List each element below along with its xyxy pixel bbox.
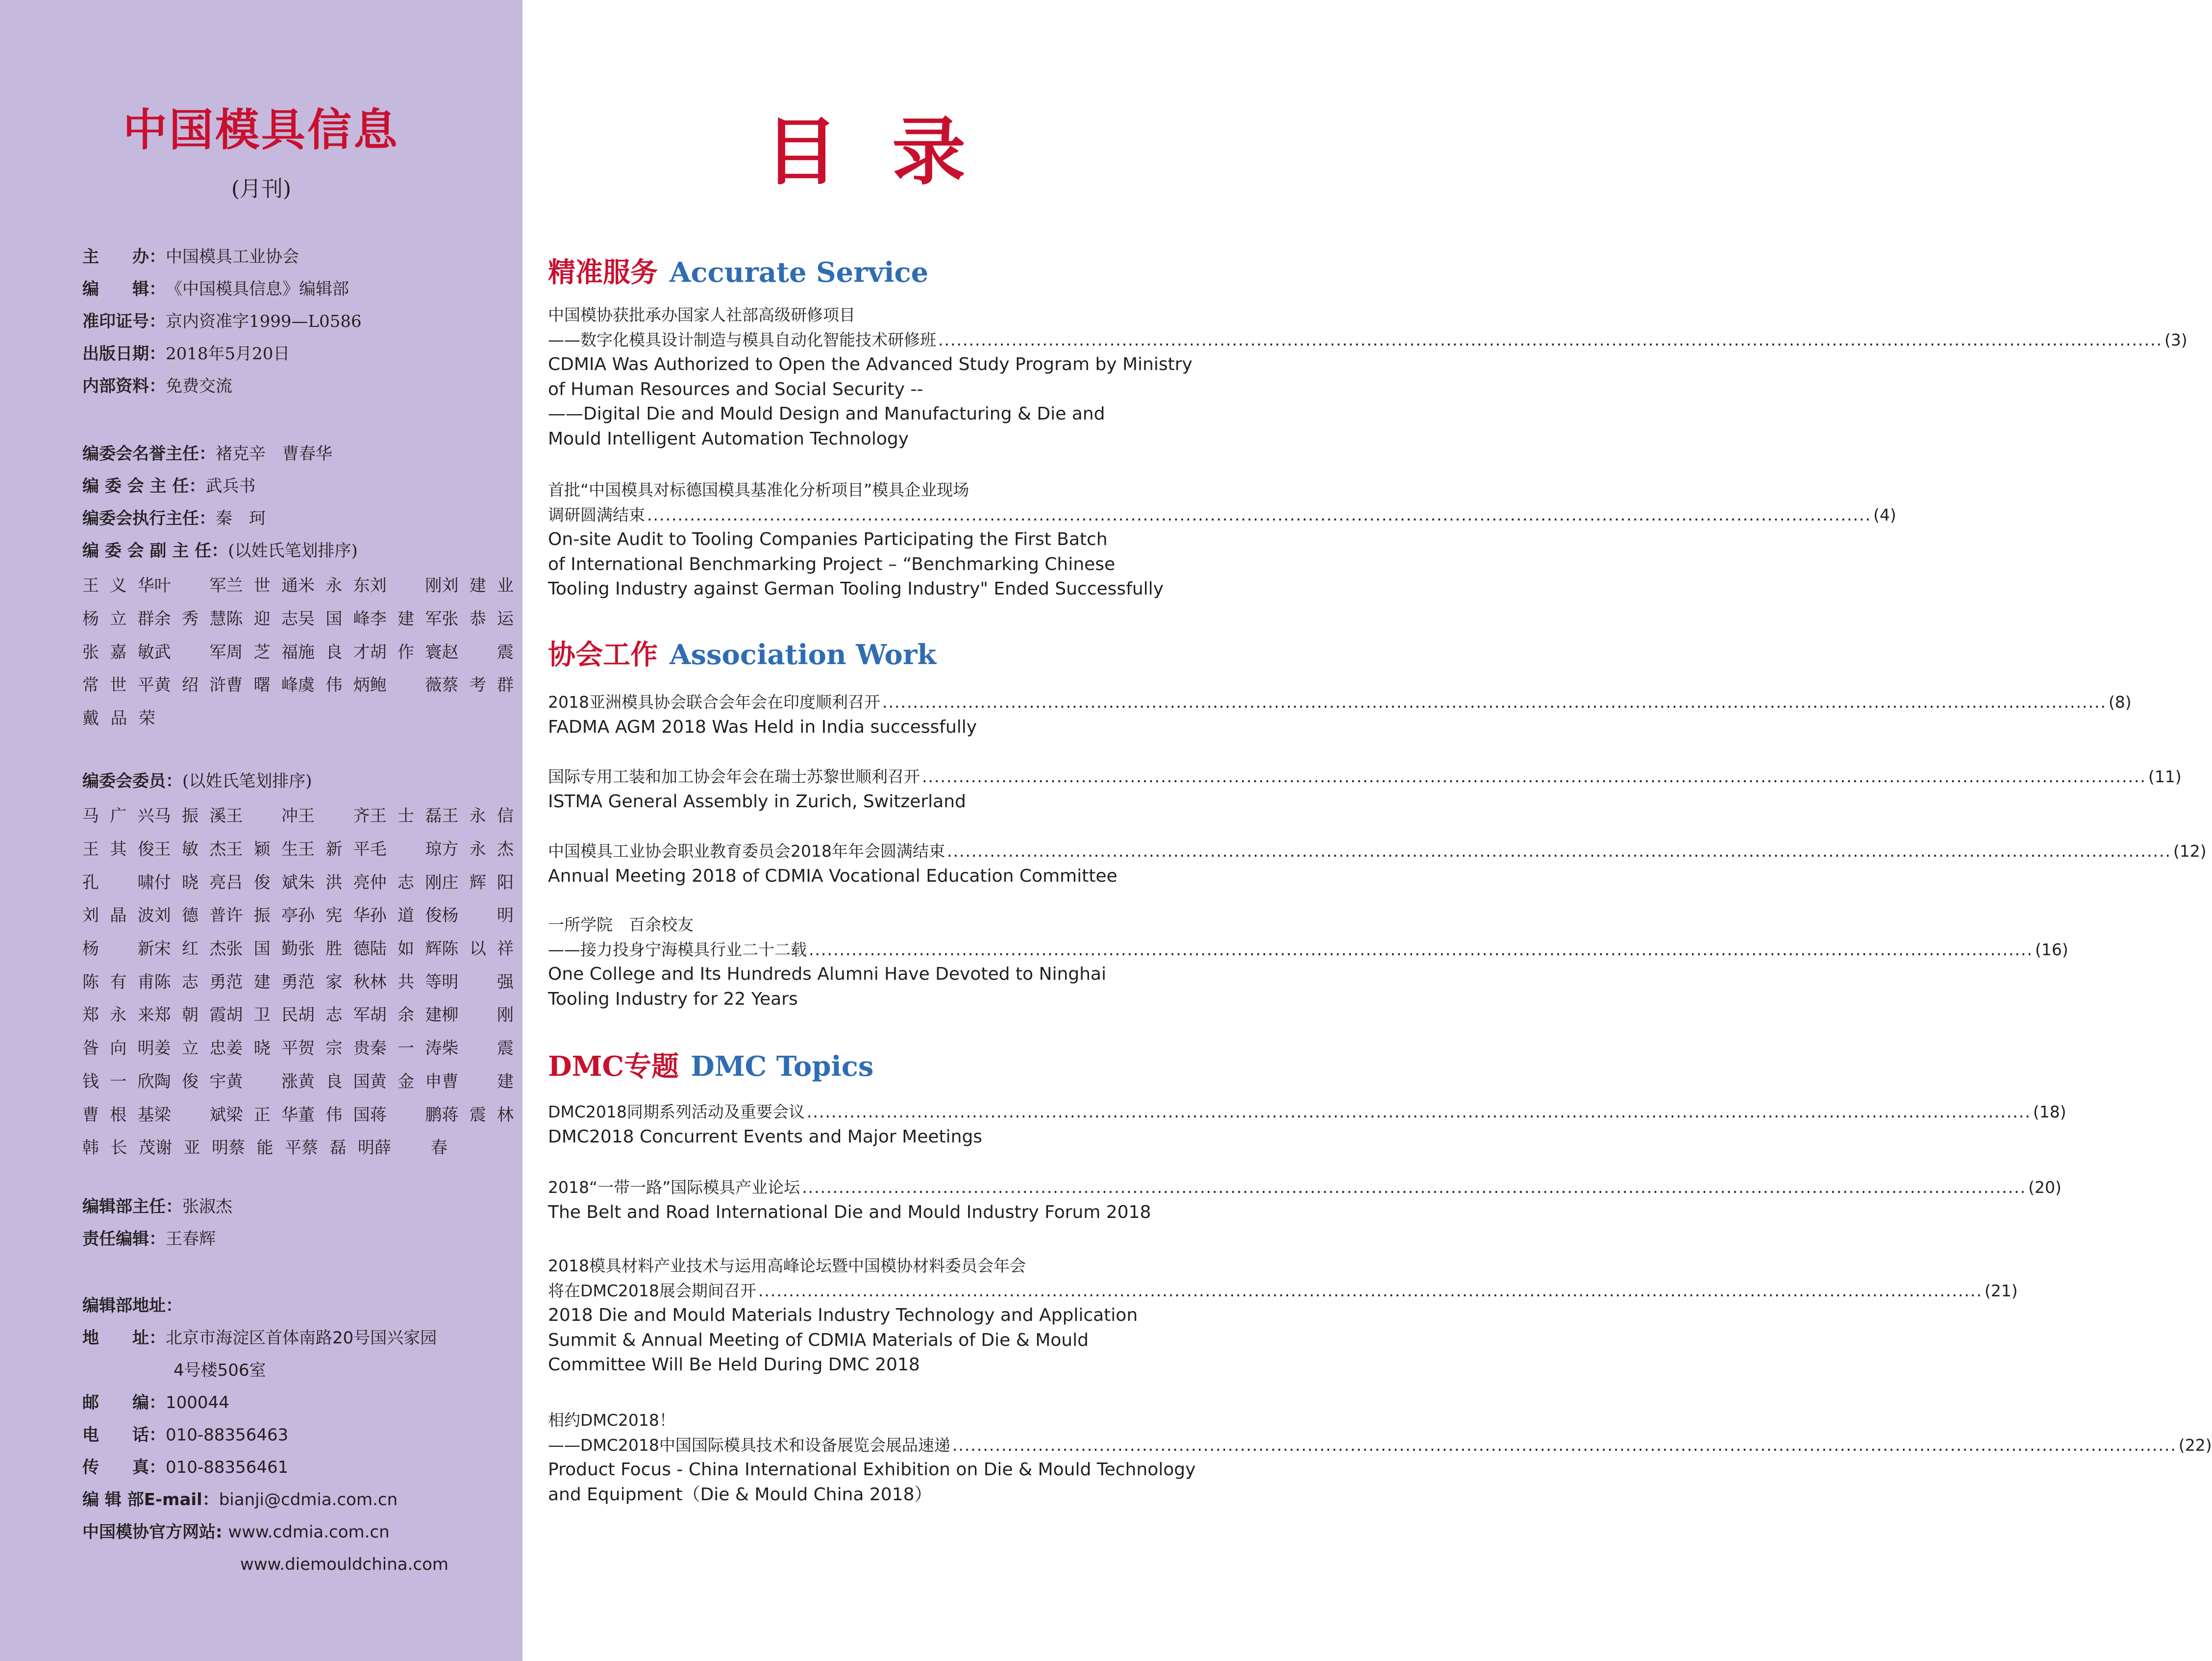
editor-row-value: 张淑杰 — [182, 1197, 232, 1216]
person-name: 薛 春 — [374, 1138, 447, 1158]
entry-title-en: Product Focus - China International Exhibition on Die & Mould Technology — [548, 1460, 1196, 1480]
address-label: 电 话： — [82, 1425, 166, 1445]
person-name: 胡志军 — [298, 1005, 370, 1025]
entry-title-en: Summit & Annual Meeting of CDMIA Materials of Die & Mould — [548, 1330, 1089, 1350]
person-name: 张国勤 — [226, 939, 298, 959]
info-row-value: 《中国模具信息》编辑部 — [166, 279, 349, 299]
entry-leader-line — [548, 839, 2207, 864]
entry-title-zh: DMC2018同期系列活动及重要会议 — [548, 1102, 805, 1121]
entry-title-en: Tooling Industry for 22 Years — [548, 989, 798, 1009]
person-name: 王颖生 — [226, 840, 298, 860]
address-heading: 编辑部地址： — [82, 1296, 182, 1315]
person-name: 宋红杰 — [154, 939, 226, 959]
address-value: www.cdmia.com.cn — [228, 1522, 390, 1542]
entry-title-zh: 2018“一带一路”国际模具产业论坛 — [548, 1178, 800, 1197]
entry-title-en: DMC2018 Concurrent Events and Major Meetings — [548, 1126, 983, 1147]
address-value: 4号楼506室 — [174, 1361, 266, 1380]
person-name: 米永东 — [298, 576, 370, 596]
members-label: 编委会委员： — [82, 771, 182, 791]
person-name: 王士磊 — [370, 806, 442, 826]
name-row — [82, 634, 514, 667]
editor-row — [82, 1227, 216, 1251]
address-value: 010-88356463 — [166, 1425, 289, 1445]
editor-row — [82, 1195, 232, 1218]
section-heading — [548, 1048, 873, 1092]
person-name: 黄良国 — [298, 1071, 370, 1091]
entry-title-en: CDMIA Was Authorized to Open the Advanced Study Program by Ministry — [548, 354, 1193, 374]
person-name: 陈志勇 — [154, 972, 226, 992]
committee-row-label: 编 委 会 副 主 任： — [82, 541, 228, 561]
name-row — [82, 964, 514, 997]
name-row — [82, 997, 514, 1030]
person-name: 许振亭 — [226, 906, 298, 926]
toc-entry — [548, 1175, 2062, 1225]
person-name: 仲志刚 — [370, 872, 442, 892]
person-name: 武 军 — [154, 642, 226, 662]
person-name: 虞伟炳 — [298, 675, 370, 695]
person-name: 方永杰 — [442, 840, 514, 860]
section-title-en: Association Work — [670, 639, 937, 671]
toc-entry — [548, 839, 2207, 889]
person-name: 曹根基 — [82, 1105, 154, 1125]
person-name: 常世平 — [82, 675, 154, 695]
person-name: 黄绍浒 — [154, 675, 226, 695]
person-name: 范家秋 — [298, 972, 370, 992]
leader-dots: ........................................................................................................................................................................................................ — [922, 767, 2146, 786]
person-name: 杨 新 — [82, 939, 154, 959]
address-value: 北京市海淀区首体南路20号国兴家园 — [166, 1328, 437, 1348]
leader-dots: ........................................................................................................................................................................................................ — [938, 330, 2162, 349]
person-name: 蔡能平 — [228, 1138, 301, 1158]
entry-title-en: Annual Meeting 2018 of CDMIA Vocational Education Committee — [548, 866, 1118, 886]
info-row — [82, 277, 349, 301]
person-name: 范建勇 — [226, 972, 298, 992]
info-row-label: 编 辑： — [82, 279, 166, 299]
section-title-en: DMC Topics — [691, 1050, 874, 1083]
address-row — [82, 1391, 229, 1414]
editor-row-label: 编辑部主任： — [82, 1197, 182, 1216]
person-name: 周芝福 — [226, 642, 298, 662]
person-name: 赵 震 — [442, 642, 514, 662]
page-number: (20) — [2028, 1178, 2062, 1197]
page-number: (18) — [2033, 1102, 2066, 1121]
entry-title-en: of Human Resources and Social Security -- — [548, 379, 923, 399]
committee-row — [82, 507, 266, 530]
toc-entry — [548, 1254, 2018, 1378]
committee-row-value: 褚克辛 曹春华 — [216, 444, 332, 464]
entry-title-zh: 调研圆满结束 — [548, 505, 645, 524]
name-row — [82, 864, 514, 897]
entry-leader-line — [548, 765, 2182, 790]
page-number: (11) — [2148, 767, 2182, 786]
person-name: 孔 啸 — [82, 872, 154, 892]
editor-row-value: 王春辉 — [166, 1229, 216, 1249]
person-name: 孙宪华 — [298, 906, 370, 926]
section-heading — [548, 254, 928, 298]
leader-dots: ........................................................................................................................................................................................................ — [758, 1281, 1983, 1300]
person-name: 姜立忠 — [154, 1039, 226, 1059]
entry-title-zh: ——DMC2018中国国际模具技术和设备展览会展品速递 — [548, 1435, 950, 1455]
person-name: 王永信 — [442, 806, 514, 826]
person-name: 余秀慧 — [154, 609, 226, 629]
vice-director-list — [82, 568, 514, 733]
entry-leader-line — [548, 503, 1896, 528]
name-row — [82, 798, 514, 831]
members-heading — [82, 769, 312, 793]
person-name: 柳 刚 — [442, 1005, 514, 1025]
member-list — [82, 798, 514, 1163]
person-name: 刘建业 — [442, 576, 514, 596]
person-name: 施良才 — [298, 642, 370, 662]
name-row — [82, 831, 514, 865]
address-row — [82, 1456, 288, 1479]
entry-title-en: The Belt and Road International Die and Mould Industry Forum 2018 — [548, 1202, 1151, 1222]
entry-leader-line — [548, 1433, 2212, 1458]
person-name: 马振溪 — [154, 806, 226, 826]
person-name: 郑朝霞 — [154, 1005, 226, 1025]
section-heading — [548, 636, 936, 680]
info-row-value: 京内资准字1999—L0586 — [166, 312, 362, 331]
person-name: 黄 涨 — [226, 1071, 298, 1091]
entry-leader-line — [548, 690, 2132, 715]
info-row — [82, 342, 290, 366]
address-row — [82, 1423, 288, 1447]
section-title-en: Accurate Service — [670, 256, 929, 289]
person-name: 刘晶波 — [82, 906, 154, 926]
address-label: 传 真： — [82, 1458, 166, 1477]
entry-title-en: One College and Its Hundreds Alumni Have Devoted to Ninghai — [548, 964, 1106, 984]
person-name: 陈有甫 — [82, 972, 154, 992]
person-name: 蒋震林 — [442, 1105, 514, 1125]
address-row — [82, 1359, 266, 1382]
entry-title-zh: 相约DMC2018！ — [548, 1411, 675, 1430]
person-name: 姜晓平 — [226, 1039, 298, 1059]
person-name: 蔡考群 — [442, 675, 514, 695]
info-row-value: 免费交流 — [166, 376, 232, 396]
committee-row — [82, 539, 358, 563]
person-name: 黄金申 — [370, 1071, 442, 1091]
committee-row-label: 编委会执行主任： — [82, 509, 216, 528]
entry-title-en: 2018 Die and Mould Materials Industry Technology and Application — [548, 1305, 1138, 1325]
person-name: 陈以祥 — [442, 939, 514, 959]
person-name: 曹 建 — [442, 1071, 514, 1091]
person-name: 王 齐 — [298, 806, 370, 826]
name-row — [82, 1096, 514, 1130]
committee-row — [82, 442, 332, 466]
person-name: 钱一欣 — [82, 1071, 154, 1091]
entry-title-en: On-site Audit to Tooling Companies Participating the First Batch — [548, 529, 1108, 549]
entry-title-zh: 2018模具材料产业技术与运用高峰论坛暨中国模协材料委员会年会 — [548, 1256, 1026, 1275]
entry-title-en: Tooling Industry against German Tooling Industry" Ended Successfully — [548, 579, 1164, 599]
person-name: 杨立群 — [82, 609, 154, 629]
person-name: 朱洪亮 — [298, 872, 370, 892]
contents-title: 目录 — [765, 109, 1020, 195]
person-name: 胡卫民 — [226, 1005, 298, 1025]
entry-title-zh: 中国模具工业协会职业教育委员会2018年年会圆满结束 — [548, 842, 945, 861]
page-number: (12) — [2173, 842, 2207, 861]
entry-leader-line — [548, 1175, 2062, 1200]
info-row-value: 2018年5月20日 — [166, 344, 290, 364]
toc-entry — [548, 1100, 2066, 1149]
section-title-zh: DMC专题 — [548, 1050, 679, 1083]
address-label: 地 址： — [82, 1328, 166, 1348]
toc-entry — [548, 765, 2182, 814]
leader-dots: ........................................................................................................................................................................................................ — [647, 505, 1871, 524]
person-name: 刘 刚 — [370, 576, 442, 596]
leader-dots: ........................................................................................................................................................................................................ — [802, 1178, 2027, 1197]
page-number: (16) — [2035, 940, 2068, 959]
person-name: 王新平 — [298, 840, 370, 860]
page-number: (3) — [2164, 330, 2187, 349]
address-row — [82, 1326, 437, 1350]
person-name: 陈迎志 — [226, 609, 298, 629]
info-row — [82, 310, 362, 333]
person-name: 毛 琼 — [370, 840, 442, 860]
person-name: 董伟国 — [298, 1105, 370, 1125]
person-name: 王义华 — [82, 576, 154, 596]
person-name: 贺宗贵 — [298, 1039, 370, 1059]
leader-dots: ........................................................................................................................................................................................................ — [946, 842, 2171, 861]
entry-title-zh: 2018亚洲模具协会联合会年会在印度顺利召开 — [548, 693, 880, 712]
person-name: 秦一涛 — [370, 1039, 442, 1059]
name-row — [82, 667, 514, 700]
entry-title-zh: 中国模协获批承办国家人社部高级研修项目 — [548, 305, 855, 324]
person-name: 梁 斌 — [154, 1105, 226, 1125]
person-name: 陶俊宇 — [154, 1071, 226, 1091]
address-row — [82, 1553, 448, 1576]
toc-entry — [548, 1408, 2212, 1507]
person-name: 鲍 薇 — [370, 675, 442, 695]
address-value: www.diemouldchina.com — [240, 1555, 449, 1574]
person-name: 蒋 鹏 — [370, 1105, 442, 1125]
leader-dots: ........................................................................................................................................................................................................ — [809, 940, 2033, 959]
person-name: 胡余建 — [370, 1005, 442, 1025]
page-number: (21) — [1984, 1281, 2018, 1300]
person-name: 孙道俊 — [370, 906, 442, 926]
name-row — [82, 1030, 514, 1064]
person-name: 明 强 — [442, 972, 514, 992]
name-row — [82, 1130, 514, 1163]
person-name: 柴 震 — [442, 1039, 514, 1059]
page-number: (4) — [1873, 505, 1896, 524]
address-label: 编 辑 部E-mail： — [82, 1490, 219, 1510]
address-label: 邮 编： — [82, 1393, 166, 1413]
entry-leader-line — [548, 938, 2068, 963]
person-name: 戴品荣 — [82, 709, 155, 729]
person-name: 付晓亮 — [154, 872, 226, 892]
page-number: (8) — [2108, 693, 2132, 712]
members-note: (以姓氏笔划排序) — [182, 771, 312, 791]
name-row — [82, 897, 514, 931]
address-row — [82, 1488, 398, 1512]
person-name: 刘德普 — [154, 906, 226, 926]
entry-leader-line — [548, 1100, 2066, 1125]
editor-row-label: 责任编辑： — [82, 1229, 166, 1249]
person-name: 张嘉敏 — [82, 642, 154, 662]
person-name: 吕俊斌 — [226, 872, 298, 892]
person-name: 梁正华 — [226, 1105, 298, 1125]
person-name: 叶 军 — [154, 576, 226, 596]
entry-title-zh: ——接力投身宁海模具行业二十二载 — [548, 940, 807, 959]
committee-row-value: 秦 珂 — [216, 509, 266, 528]
person-name: 王敏杰 — [154, 840, 226, 860]
entry-title-zh: 将在DMC2018展会期间召开 — [548, 1281, 756, 1300]
info-row — [82, 374, 232, 398]
person-name: 陆如辉 — [370, 939, 442, 959]
person-name: 吴国峰 — [298, 609, 370, 629]
masthead-panel — [0, 0, 522, 1661]
info-row-label: 出版日期： — [82, 344, 166, 364]
journal-title: 中国模具信息 — [123, 104, 399, 156]
info-row-value: 中国模具工业协会 — [166, 247, 299, 267]
entry-title-zh: 国际专用工装和加工协会年会在瑞士苏黎世顺利召开 — [548, 767, 920, 786]
name-row — [82, 568, 514, 601]
name-row — [82, 700, 514, 734]
name-row — [82, 601, 514, 634]
entry-title-en: ISTMA General Assembly in Zurich, Switzerland — [548, 791, 966, 812]
person-name: 王 冲 — [226, 806, 298, 826]
entry-title-zh: 首批“中国模具对标德国模具基准化分析项目”模具企业现场 — [548, 480, 969, 499]
entry-title-zh: ——数字化模具设计制造与模具自动化智能技术研修班 — [548, 330, 936, 349]
person-name: 郑永来 — [82, 1005, 154, 1025]
name-row — [82, 931, 514, 964]
person-name: 庄辉阳 — [442, 872, 514, 892]
person-name: 张恭运 — [442, 609, 514, 629]
name-row — [82, 1064, 514, 1097]
committee-row — [82, 474, 255, 498]
info-row-label: 内部资料： — [82, 376, 166, 396]
toc-entry — [548, 913, 2068, 1012]
person-name: 李建军 — [370, 609, 442, 629]
person-name: 韩长茂 — [82, 1138, 155, 1158]
person-name: 杨 明 — [442, 906, 514, 926]
person-name: 王其俊 — [82, 840, 154, 860]
person-name: 谢亚明 — [155, 1138, 228, 1158]
person-name: 胡作寰 — [370, 642, 442, 662]
section-title-zh: 协会工作 — [548, 639, 658, 671]
entry-title-en: and Equipment（Die & Mould China 2018） — [548, 1484, 932, 1505]
entry-leader-line — [548, 328, 2187, 353]
journal-subtitle: (月刊) — [231, 176, 292, 201]
section-title-zh: 精准服务 — [548, 256, 658, 289]
leader-dots: ........................................................................................................................................................................................................ — [882, 693, 2107, 712]
person-name: 兰世通 — [226, 576, 298, 596]
entry-title-en: FADMA AGM 2018 Was Held in India successfully — [548, 717, 977, 737]
entry-leader-line — [548, 1279, 2018, 1304]
leader-dots: ........................................................................................................................................................................................................ — [952, 1435, 2177, 1455]
toc-entry — [548, 690, 2132, 740]
person-name: 昝向明 — [82, 1039, 154, 1059]
address-value: 100044 — [166, 1393, 229, 1413]
address-label: 中国模协官方网站: — [82, 1522, 228, 1542]
entry-title-en: ——Digital Die and Mould Design and Manufacturing & Die and — [548, 404, 1105, 424]
page-number: (22) — [2178, 1435, 2212, 1455]
address-value: 010-88356461 — [166, 1458, 289, 1477]
person-name: 马广兴 — [82, 806, 154, 826]
info-row-label: 准印证号： — [82, 312, 166, 331]
committee-row-label: 编委会名誉主任： — [82, 444, 216, 464]
toc-entry — [548, 478, 1896, 602]
address-value: bianji@cdmia.com.cn — [219, 1490, 398, 1510]
entry-title-en: of International Benchmarking Project – “Benchmarking Chinese — [548, 554, 1116, 574]
person-name: 曹曙峰 — [226, 675, 298, 695]
entry-title-en: Mould Intelligent Automation Technology — [548, 428, 909, 449]
info-row-label: 主 办： — [82, 247, 166, 267]
address-row — [82, 1520, 390, 1544]
leader-dots: ........................................................................................................................................................................................................ — [806, 1102, 2031, 1121]
committee-row-value: 武兵书 — [205, 476, 256, 496]
committee-row-label: 编 委 会 主 任： — [82, 476, 206, 496]
person-name: 林共等 — [370, 972, 442, 992]
committee-row-value: (以姓氏笔划排序) — [228, 541, 358, 561]
person-name: 张胜德 — [298, 939, 370, 959]
entry-title-zh: 一所学院 百余校友 — [548, 915, 694, 934]
person-name: 蔡磊明 — [301, 1138, 374, 1158]
entry-title-en: Committee Will Be Held During DMC 2018 — [548, 1355, 920, 1375]
toc-entry — [548, 303, 2187, 451]
info-row — [82, 245, 299, 269]
